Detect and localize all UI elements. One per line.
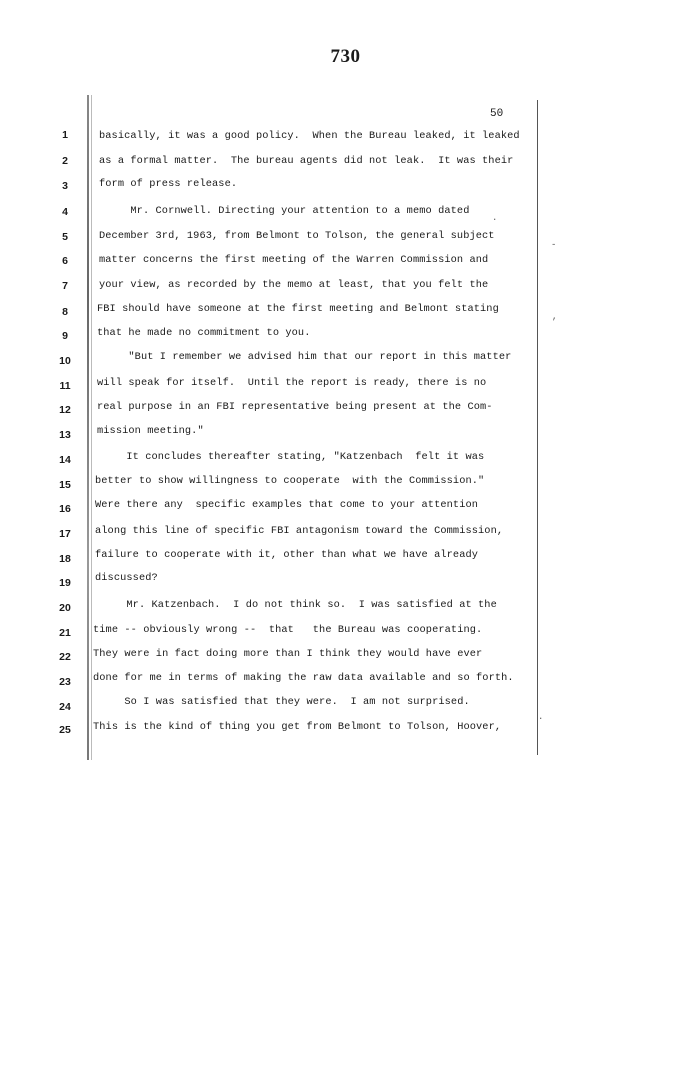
line-text: matter concerns the first meeting of the Warren Commission and [99,254,489,266]
line-text: discussed? [95,572,158,584]
line-number: 7 [62,280,68,292]
line-number: 1 [62,129,68,141]
line-text: Mr. Katzenbach. I do not think so. I was satisfied at the [95,599,497,611]
line-text: as a formal matter. The bureau agents did not leak. It was their [99,155,514,167]
line-number: 15 [59,479,71,491]
line-number: 23 [59,676,71,688]
line-number: 12 [59,404,71,416]
left-margin-rule [87,95,89,760]
line-text: failure to cooperate with it, other than what we have already [95,549,479,561]
stray-mark: - [551,240,557,250]
line-text: Mr. Cornwell. Directing your attention to a memo dated [99,205,470,217]
line-number: 6 [62,255,68,267]
transcript-page-number: 50 [490,108,504,120]
line-text: Were there any specific examples that come to your attention [95,499,479,511]
line-number: 13 [59,429,71,441]
line-text: real purpose in an FBI representative being present at the Com- [97,401,493,413]
line-text: done for me in terms of making the raw data available and so forth. [93,672,514,684]
stray-mark: , [552,312,558,322]
left-margin-rule-inner [91,95,92,760]
line-number: 18 [59,553,71,565]
line-text: that he made no commitment to you. [97,327,311,339]
line-text: FBI should have someone at the first meeting and Belmont stating [97,303,499,315]
line-text: basically, it was a good policy. When the Bureau leaked, it leaked [99,130,520,142]
line-number: 17 [59,528,71,540]
line-text: form of press release. [99,178,238,190]
line-text: "But I remember we advised him that our report in this matter [97,351,512,363]
page-number: 730 [330,46,361,67]
line-number: 2 [62,155,68,167]
line-number: 10 [59,355,71,367]
stray-mark: · [538,714,544,724]
line-text: better to show willingness to cooperate with the Commission." [95,475,485,487]
line-text: mission meeting." [97,425,204,437]
line-number: 25 [59,724,71,736]
line-text: So I was satisfied that they were. I am not surprised. [93,696,470,708]
stray-mark: . [492,213,498,223]
line-text: will speak for itself. Until the report is ready, there is no [97,377,487,389]
line-number: 5 [62,231,68,243]
line-number: 8 [62,306,68,318]
line-number: 21 [59,627,71,639]
line-number: 24 [59,701,71,713]
line-number: 3 [62,180,68,192]
line-number: 11 [59,380,71,392]
line-number: 14 [59,454,71,466]
line-text: time -- obviously wrong -- that the Bureau was cooperating. [93,624,483,636]
line-text: It concludes thereafter stating, "Katzenbach felt it was [95,451,485,463]
line-text: your view, as recorded by the memo at least, that you felt the [99,279,489,291]
line-number: 19 [59,577,71,589]
right-margin-rule [537,100,538,755]
line-text: This is the kind of thing you get from Belmont to Tolson, Hoover, [93,721,502,733]
line-number: 16 [59,503,71,515]
line-number: 9 [62,330,68,342]
line-text: They were in fact doing more than I think they would have ever [93,648,483,660]
line-number: 20 [59,602,71,614]
line-text: along this line of specific FBI antagonism toward the Commission, [95,525,504,537]
line-number: 22 [59,651,71,663]
line-text: December 3rd, 1963, from Belmont to Tolson, the general subject [99,230,495,242]
line-number: 4 [62,206,68,218]
